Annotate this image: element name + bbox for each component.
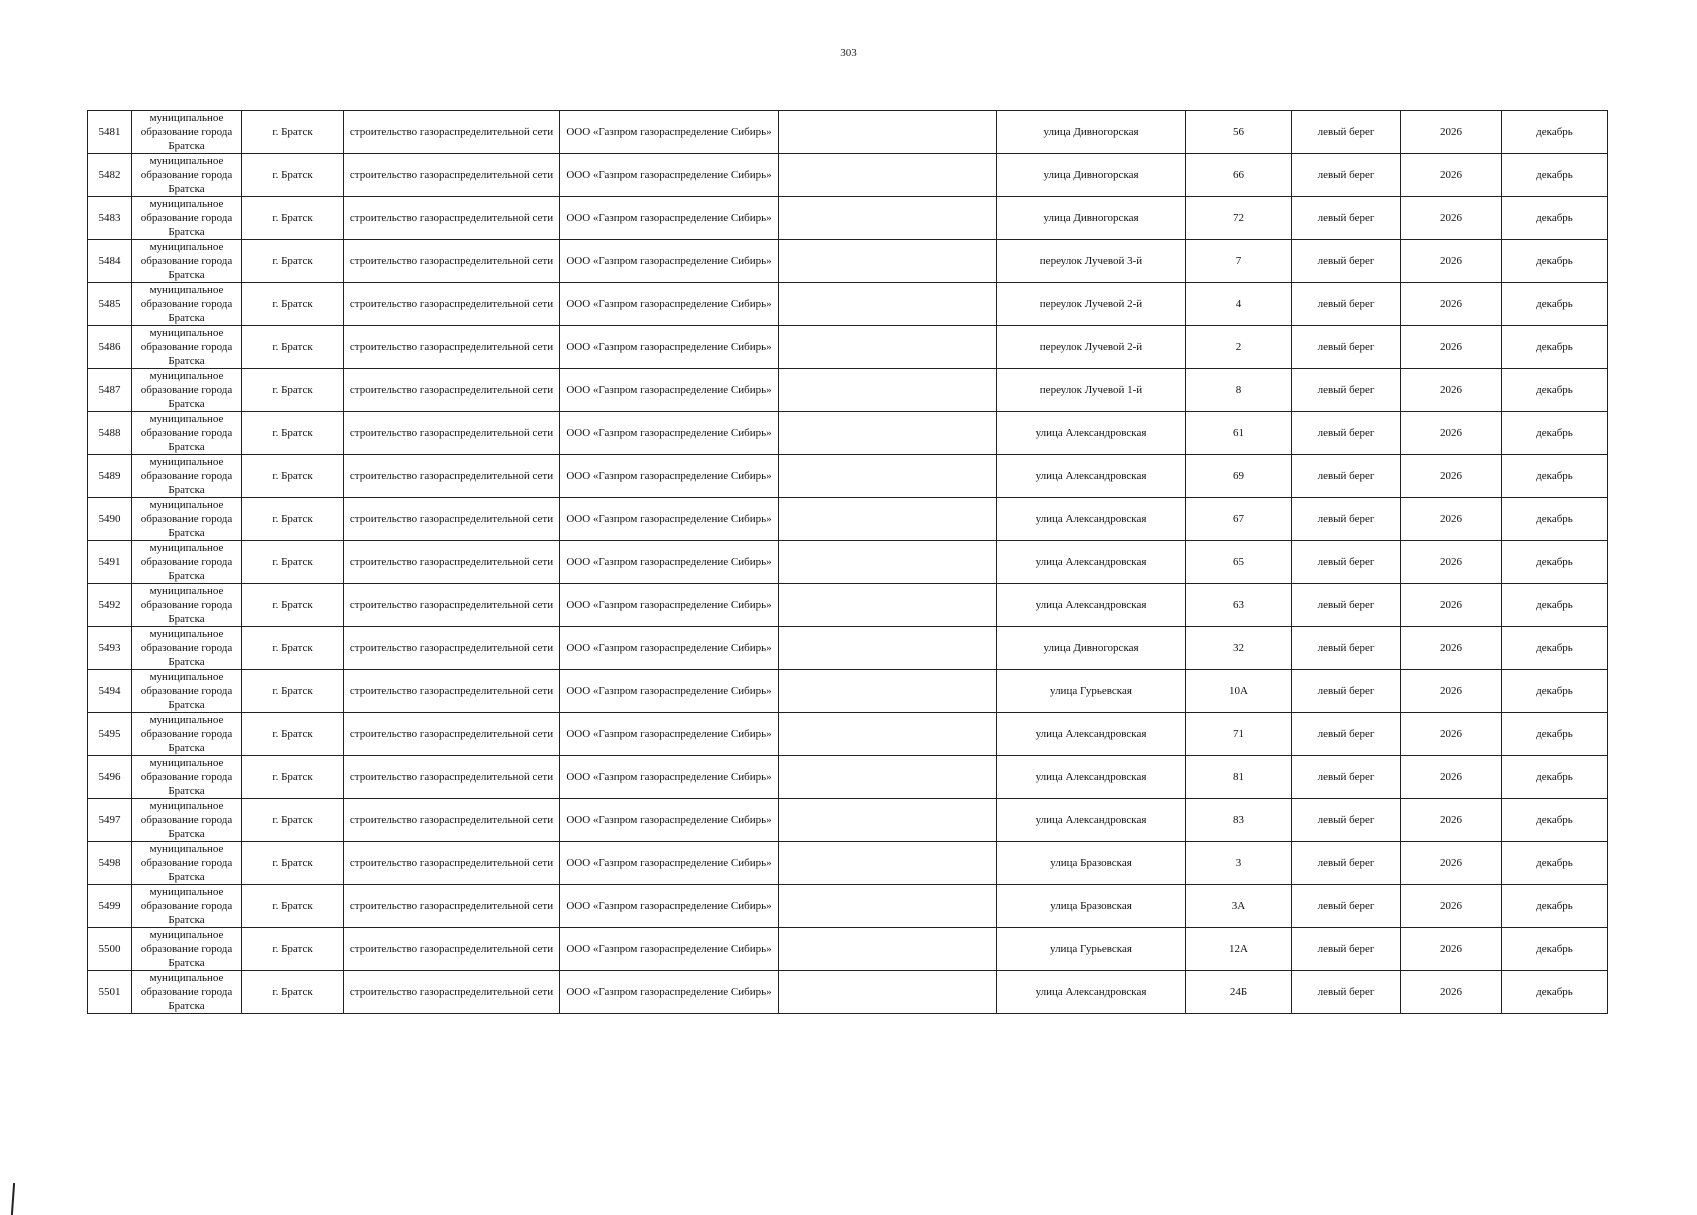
work-type-cell: строительство газораспределительной сети	[344, 627, 560, 670]
year-cell: 2026	[1401, 670, 1502, 713]
work-type-cell: строительство газораспределительной сети	[344, 842, 560, 885]
empty-cell	[779, 928, 997, 971]
empty-cell	[779, 885, 997, 928]
work-type-cell: строительство газораспределительной сети	[344, 541, 560, 584]
table-row	[88, 756, 1608, 799]
work-type-cell: строительство газораспределительной сети	[344, 584, 560, 627]
organization-cell: ООО «Газпром газораспределение Сибирь»	[560, 928, 779, 971]
row-number: 5491	[88, 541, 132, 584]
work-type-cell: строительство газораспределительной сети	[344, 283, 560, 326]
city-cell: г. Братск	[242, 369, 344, 412]
year-cell: 2026	[1401, 885, 1502, 928]
street-cell: улица Александровская	[997, 412, 1186, 455]
empty-cell	[779, 240, 997, 283]
row-number: 5487	[88, 369, 132, 412]
row-number: 5497	[88, 799, 132, 842]
month-cell: декабрь	[1502, 584, 1608, 627]
year-cell: 2026	[1401, 154, 1502, 197]
municipality-cell: муниципальное образование города Братска	[132, 971, 242, 1014]
year-cell: 2026	[1401, 713, 1502, 756]
work-type-cell: строительство газораспределительной сети	[344, 369, 560, 412]
work-type-cell: строительство газораспределительной сети	[344, 455, 560, 498]
municipality-cell: муниципальное образование города Братска	[132, 670, 242, 713]
municipality-cell: муниципальное образование города Братска	[132, 326, 242, 369]
table-row	[88, 455, 1608, 498]
street-cell: улица Александровская	[997, 584, 1186, 627]
municipality-cell: муниципальное образование города Братска	[132, 455, 242, 498]
house-number-cell: 8	[1186, 369, 1292, 412]
river-bank-cell: левый берег	[1292, 326, 1401, 369]
month-cell: декабрь	[1502, 412, 1608, 455]
table-row	[88, 154, 1608, 197]
organization-cell: ООО «Газпром газораспределение Сибирь»	[560, 885, 779, 928]
month-cell: декабрь	[1502, 455, 1608, 498]
margin-mark	[11, 1183, 15, 1215]
work-type-cell: строительство газораспределительной сети	[344, 197, 560, 240]
month-cell: декабрь	[1502, 498, 1608, 541]
river-bank-cell: левый берег	[1292, 154, 1401, 197]
table-row	[88, 670, 1608, 713]
month-cell: декабрь	[1502, 885, 1608, 928]
row-number: 5499	[88, 885, 132, 928]
city-cell: г. Братск	[242, 799, 344, 842]
municipality-cell: муниципальное образование города Братска	[132, 111, 242, 154]
street-cell: улица Бразовская	[997, 885, 1186, 928]
street-cell: улица Александровская	[997, 756, 1186, 799]
city-cell: г. Братск	[242, 154, 344, 197]
organization-cell: ООО «Газпром газораспределение Сибирь»	[560, 326, 779, 369]
street-cell: переулок Лучевой 2-й	[997, 326, 1186, 369]
city-cell: г. Братск	[242, 713, 344, 756]
year-cell: 2026	[1401, 240, 1502, 283]
year-cell: 2026	[1401, 541, 1502, 584]
month-cell: декабрь	[1502, 283, 1608, 326]
table-row	[88, 799, 1608, 842]
table-row	[88, 111, 1608, 154]
month-cell: декабрь	[1502, 111, 1608, 154]
municipality-cell: муниципальное образование города Братска	[132, 885, 242, 928]
house-number-cell: 71	[1186, 713, 1292, 756]
table-row	[88, 412, 1608, 455]
river-bank-cell: левый берег	[1292, 670, 1401, 713]
work-type-cell: строительство газораспределительной сети	[344, 498, 560, 541]
empty-cell	[779, 197, 997, 240]
year-cell: 2026	[1401, 842, 1502, 885]
street-cell: переулок Лучевой 2-й	[997, 283, 1186, 326]
year-cell: 2026	[1401, 197, 1502, 240]
month-cell: декабрь	[1502, 541, 1608, 584]
row-number: 5501	[88, 971, 132, 1014]
work-type-cell: строительство газораспределительной сети	[344, 670, 560, 713]
table-row	[88, 713, 1608, 756]
house-number-cell: 56	[1186, 111, 1292, 154]
municipality-cell: муниципальное образование города Братска	[132, 240, 242, 283]
house-number-cell: 32	[1186, 627, 1292, 670]
table-body	[88, 111, 1608, 1014]
house-number-cell: 83	[1186, 799, 1292, 842]
organization-cell: ООО «Газпром газораспределение Сибирь»	[560, 111, 779, 154]
house-number-cell: 4	[1186, 283, 1292, 326]
year-cell: 2026	[1401, 455, 1502, 498]
organization-cell: ООО «Газпром газораспределение Сибирь»	[560, 412, 779, 455]
house-number-cell: 10А	[1186, 670, 1292, 713]
month-cell: декабрь	[1502, 154, 1608, 197]
municipality-cell: муниципальное образование города Братска	[132, 928, 242, 971]
table-row	[88, 842, 1608, 885]
street-cell: улица Гурьевская	[997, 670, 1186, 713]
municipality-cell: муниципальное образование города Братска	[132, 412, 242, 455]
street-cell: улица Дивногорская	[997, 111, 1186, 154]
river-bank-cell: левый берег	[1292, 627, 1401, 670]
work-type-cell: строительство газораспределительной сети	[344, 713, 560, 756]
gasification-table	[87, 110, 1608, 1014]
municipality-cell: муниципальное образование города Братска	[132, 541, 242, 584]
empty-cell	[779, 498, 997, 541]
river-bank-cell: левый берег	[1292, 842, 1401, 885]
city-cell: г. Братск	[242, 670, 344, 713]
month-cell: декабрь	[1502, 842, 1608, 885]
work-type-cell: строительство газораспределительной сети	[344, 885, 560, 928]
row-number: 5482	[88, 154, 132, 197]
city-cell: г. Братск	[242, 111, 344, 154]
municipality-cell: муниципальное образование города Братска	[132, 283, 242, 326]
river-bank-cell: левый берег	[1292, 369, 1401, 412]
city-cell: г. Братск	[242, 756, 344, 799]
city-cell: г. Братск	[242, 842, 344, 885]
municipality-cell: муниципальное образование города Братска	[132, 842, 242, 885]
table-row	[88, 584, 1608, 627]
month-cell: декабрь	[1502, 197, 1608, 240]
year-cell: 2026	[1401, 326, 1502, 369]
street-cell: улица Гурьевская	[997, 928, 1186, 971]
empty-cell	[779, 971, 997, 1014]
organization-cell: ООО «Газпром газораспределение Сибирь»	[560, 154, 779, 197]
table-row	[88, 971, 1608, 1014]
street-cell: улица Александровская	[997, 541, 1186, 584]
work-type-cell: строительство газораспределительной сети	[344, 799, 560, 842]
empty-cell	[779, 756, 997, 799]
empty-cell	[779, 799, 997, 842]
municipality-cell: муниципальное образование города Братска	[132, 154, 242, 197]
month-cell: декабрь	[1502, 971, 1608, 1014]
river-bank-cell: левый берег	[1292, 240, 1401, 283]
work-type-cell: строительство газораспределительной сети	[344, 971, 560, 1014]
municipality-cell: муниципальное образование города Братска	[132, 584, 242, 627]
year-cell: 2026	[1401, 498, 1502, 541]
city-cell: г. Братск	[242, 326, 344, 369]
river-bank-cell: левый берег	[1292, 799, 1401, 842]
river-bank-cell: левый берег	[1292, 584, 1401, 627]
organization-cell: ООО «Газпром газораспределение Сибирь»	[560, 799, 779, 842]
year-cell: 2026	[1401, 111, 1502, 154]
row-number: 5484	[88, 240, 132, 283]
work-type-cell: строительство газораспределительной сети	[344, 928, 560, 971]
year-cell: 2026	[1401, 584, 1502, 627]
empty-cell	[779, 154, 997, 197]
city-cell: г. Братск	[242, 283, 344, 326]
river-bank-cell: левый берег	[1292, 541, 1401, 584]
month-cell: декабрь	[1502, 713, 1608, 756]
city-cell: г. Братск	[242, 584, 344, 627]
organization-cell: ООО «Газпром газораспределение Сибирь»	[560, 842, 779, 885]
row-number: 5486	[88, 326, 132, 369]
house-number-cell: 2	[1186, 326, 1292, 369]
page-number: 303	[840, 47, 857, 59]
street-cell: улица Александровская	[997, 498, 1186, 541]
month-cell: декабрь	[1502, 799, 1608, 842]
organization-cell: ООО «Газпром газораспределение Сибирь»	[560, 369, 779, 412]
river-bank-cell: левый берег	[1292, 498, 1401, 541]
row-number: 5493	[88, 627, 132, 670]
river-bank-cell: левый берег	[1292, 971, 1401, 1014]
row-number: 5492	[88, 584, 132, 627]
street-cell: улица Бразовская	[997, 842, 1186, 885]
house-number-cell: 81	[1186, 756, 1292, 799]
year-cell: 2026	[1401, 756, 1502, 799]
row-number: 5481	[88, 111, 132, 154]
municipality-cell: муниципальное образование города Братска	[132, 756, 242, 799]
work-type-cell: строительство газораспределительной сети	[344, 240, 560, 283]
table-row	[88, 627, 1608, 670]
river-bank-cell: левый берег	[1292, 283, 1401, 326]
month-cell: декабрь	[1502, 240, 1608, 283]
house-number-cell: 24Б	[1186, 971, 1292, 1014]
empty-cell	[779, 283, 997, 326]
organization-cell: ООО «Газпром газораспределение Сибирь»	[560, 971, 779, 1014]
street-cell: улица Александровская	[997, 971, 1186, 1014]
river-bank-cell: левый берег	[1292, 756, 1401, 799]
table-row	[88, 197, 1608, 240]
year-cell: 2026	[1401, 369, 1502, 412]
street-cell: переулок Лучевой 3-й	[997, 240, 1186, 283]
street-cell: улица Александровская	[997, 455, 1186, 498]
empty-cell	[779, 584, 997, 627]
year-cell: 2026	[1401, 928, 1502, 971]
row-number: 5500	[88, 928, 132, 971]
city-cell: г. Братск	[242, 455, 344, 498]
empty-cell	[779, 670, 997, 713]
month-cell: декабрь	[1502, 326, 1608, 369]
street-cell: улица Александровская	[997, 799, 1186, 842]
river-bank-cell: левый берег	[1292, 412, 1401, 455]
row-number: 5489	[88, 455, 132, 498]
month-cell: декабрь	[1502, 928, 1608, 971]
table-row	[88, 928, 1608, 971]
house-number-cell: 3	[1186, 842, 1292, 885]
table-row	[88, 369, 1608, 412]
municipality-cell: муниципальное образование города Братска	[132, 498, 242, 541]
house-number-cell: 66	[1186, 154, 1292, 197]
organization-cell: ООО «Газпром газораспределение Сибирь»	[560, 498, 779, 541]
municipality-cell: муниципальное образование города Братска	[132, 799, 242, 842]
river-bank-cell: левый берег	[1292, 455, 1401, 498]
empty-cell	[779, 111, 997, 154]
row-number: 5483	[88, 197, 132, 240]
river-bank-cell: левый берег	[1292, 713, 1401, 756]
municipality-cell: муниципальное образование города Братска	[132, 627, 242, 670]
municipality-cell: муниципальное образование города Братска	[132, 713, 242, 756]
river-bank-cell: левый берег	[1292, 111, 1401, 154]
row-number: 5494	[88, 670, 132, 713]
river-bank-cell: левый берег	[1292, 197, 1401, 240]
organization-cell: ООО «Газпром газораспределение Сибирь»	[560, 756, 779, 799]
city-cell: г. Братск	[242, 971, 344, 1014]
organization-cell: ООО «Газпром газораспределение Сибирь»	[560, 541, 779, 584]
work-type-cell: строительство газораспределительной сети	[344, 412, 560, 455]
organization-cell: ООО «Газпром газораспределение Сибирь»	[560, 670, 779, 713]
work-type-cell: строительство газораспределительной сети	[344, 756, 560, 799]
row-number: 5485	[88, 283, 132, 326]
street-cell: улица Дивногорская	[997, 627, 1186, 670]
empty-cell	[779, 713, 997, 756]
house-number-cell: 61	[1186, 412, 1292, 455]
house-number-cell: 72	[1186, 197, 1292, 240]
house-number-cell: 63	[1186, 584, 1292, 627]
table-row	[88, 283, 1608, 326]
city-cell: г. Братск	[242, 240, 344, 283]
work-type-cell: строительство газораспределительной сети	[344, 111, 560, 154]
river-bank-cell: левый берег	[1292, 885, 1401, 928]
organization-cell: ООО «Газпром газораспределение Сибирь»	[560, 455, 779, 498]
table-row	[88, 240, 1608, 283]
row-number: 5488	[88, 412, 132, 455]
city-cell: г. Братск	[242, 541, 344, 584]
table-row	[88, 498, 1608, 541]
empty-cell	[779, 455, 997, 498]
street-cell: улица Дивногорская	[997, 197, 1186, 240]
organization-cell: ООО «Газпром газораспределение Сибирь»	[560, 584, 779, 627]
house-number-cell: 65	[1186, 541, 1292, 584]
year-cell: 2026	[1401, 971, 1502, 1014]
empty-cell	[779, 369, 997, 412]
work-type-cell: строительство газораспределительной сети	[344, 326, 560, 369]
table-row	[88, 326, 1608, 369]
street-cell: улица Дивногорская	[997, 154, 1186, 197]
municipality-cell: муниципальное образование города Братска	[132, 369, 242, 412]
house-number-cell: 7	[1186, 240, 1292, 283]
year-cell: 2026	[1401, 283, 1502, 326]
city-cell: г. Братск	[242, 928, 344, 971]
city-cell: г. Братск	[242, 412, 344, 455]
year-cell: 2026	[1401, 627, 1502, 670]
organization-cell: ООО «Газпром газораспределение Сибирь»	[560, 627, 779, 670]
month-cell: декабрь	[1502, 627, 1608, 670]
city-cell: г. Братск	[242, 197, 344, 240]
organization-cell: ООО «Газпром газораспределение Сибирь»	[560, 283, 779, 326]
empty-cell	[779, 627, 997, 670]
table-row	[88, 885, 1608, 928]
city-cell: г. Братск	[242, 498, 344, 541]
municipality-cell: муниципальное образование города Братска	[132, 197, 242, 240]
house-number-cell: 67	[1186, 498, 1292, 541]
empty-cell	[779, 412, 997, 455]
row-number: 5496	[88, 756, 132, 799]
house-number-cell: 69	[1186, 455, 1292, 498]
city-cell: г. Братск	[242, 627, 344, 670]
house-number-cell: 12А	[1186, 928, 1292, 971]
street-cell: улица Александровская	[997, 713, 1186, 756]
month-cell: декабрь	[1502, 756, 1608, 799]
year-cell: 2026	[1401, 799, 1502, 842]
city-cell: г. Братск	[242, 885, 344, 928]
empty-cell	[779, 326, 997, 369]
month-cell: декабрь	[1502, 670, 1608, 713]
empty-cell	[779, 541, 997, 584]
river-bank-cell: левый берег	[1292, 928, 1401, 971]
work-type-cell: строительство газораспределительной сети	[344, 154, 560, 197]
house-number-cell: 3А	[1186, 885, 1292, 928]
row-number: 5495	[88, 713, 132, 756]
organization-cell: ООО «Газпром газораспределение Сибирь»	[560, 713, 779, 756]
organization-cell: ООО «Газпром газораспределение Сибирь»	[560, 197, 779, 240]
table-row	[88, 541, 1608, 584]
street-cell: переулок Лучевой 1-й	[997, 369, 1186, 412]
row-number: 5498	[88, 842, 132, 885]
organization-cell: ООО «Газпром газораспределение Сибирь»	[560, 240, 779, 283]
row-number: 5490	[88, 498, 132, 541]
month-cell: декабрь	[1502, 369, 1608, 412]
empty-cell	[779, 842, 997, 885]
year-cell: 2026	[1401, 412, 1502, 455]
